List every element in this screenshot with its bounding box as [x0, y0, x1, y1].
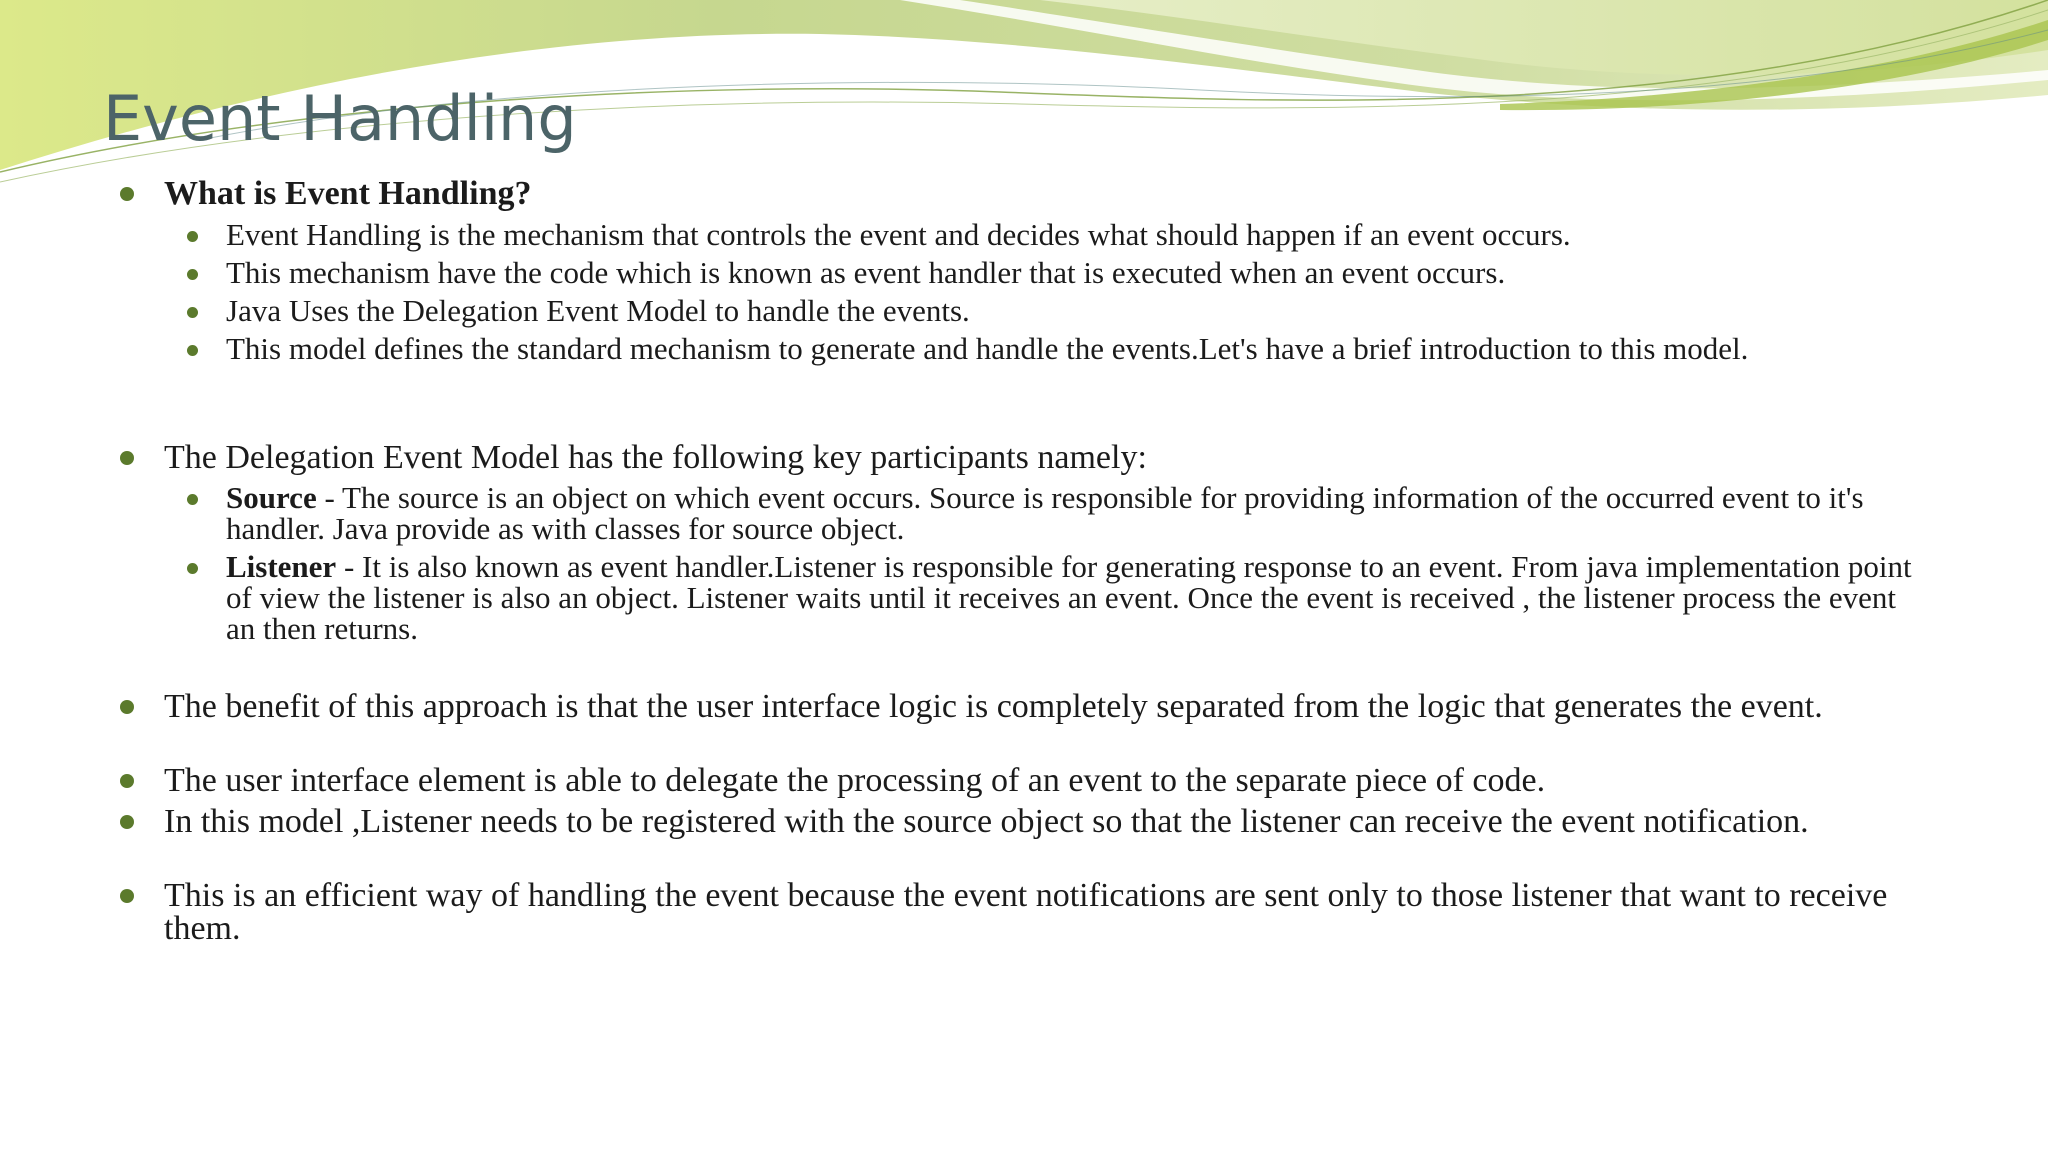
- bullet-icon: [187, 563, 198, 574]
- bullet-icon: [120, 451, 134, 465]
- list-item: [164, 805, 1964, 838]
- list-item: [164, 879, 1964, 945]
- list-item-text: This is an efficient way of handling the event because the event notifications are sent only to those listener that want to receive them.: [164, 877, 1888, 947]
- list-item-text: Event Handling is the mechanism that controls the event and decides what should happen if an event occurs.: [226, 217, 1571, 252]
- list-item-text: The user interface element is able to delegate the processing of an event to the separate piece of code.: [164, 762, 1546, 799]
- list-item-source: [226, 482, 1926, 544]
- section-heading-delegation-event-model: [164, 441, 1964, 474]
- bullet-icon: [187, 307, 198, 318]
- bullet-icon: [187, 231, 198, 242]
- bullet-icon: [120, 187, 134, 201]
- list-item: [226, 333, 1926, 364]
- list-item-text: This model defines the standard mechanism to generate and handle the events.Let's have a brief introduction to this model.: [226, 331, 1749, 366]
- list-item: [226, 219, 1926, 250]
- bullet-icon: [120, 700, 134, 714]
- slide-title: Event Handling: [103, 82, 577, 155]
- bullet-icon: [120, 815, 134, 829]
- list-item-text: - The source is an object on which event occurs. Source is responsible for providing information of the occurred event to it's handler. Java provide as with classes for source object.: [226, 480, 1864, 546]
- list-item-text: In this model ,Listener needs to be registered with the source object so that the listener can receive the event notification.: [164, 803, 1809, 840]
- bullet-icon: [120, 889, 134, 903]
- list-item: [226, 257, 1926, 288]
- bullet-icon: [187, 345, 198, 356]
- bullet-icon: [187, 494, 198, 505]
- list-item-text: Java Uses the Delegation Event Model to handle the events.: [226, 293, 970, 328]
- section-heading-text: The Delegation Event Model has the following key participants namely:: [164, 439, 1147, 476]
- term-listener: Listener: [226, 549, 337, 584]
- list-item: [226, 295, 1926, 326]
- list-item-listener: [226, 551, 1926, 644]
- term-source: Source: [226, 480, 317, 515]
- list-item-text: This mechanism have the code which is known as event handler that is executed when an event occurs.: [226, 255, 1506, 290]
- section-heading-text: What is Event Handling?: [164, 175, 532, 212]
- bullet-icon: [187, 269, 198, 280]
- list-item: [164, 764, 1964, 797]
- bullet-icon: [120, 774, 134, 788]
- list-item: [164, 690, 1964, 723]
- section-heading-what-is-event-handling: [164, 177, 1964, 210]
- list-item-text: The benefit of this approach is that the user interface logic is completely separated from the logic that generates the event.: [164, 688, 1823, 725]
- list-item-text: - It is also known as event handler.Listener is responsible for generating response to an event. From java implementation point of view the listener is also an object. Listener waits until it receives an event. Once the event is received , the listener process the event an then returns.: [226, 549, 1912, 646]
